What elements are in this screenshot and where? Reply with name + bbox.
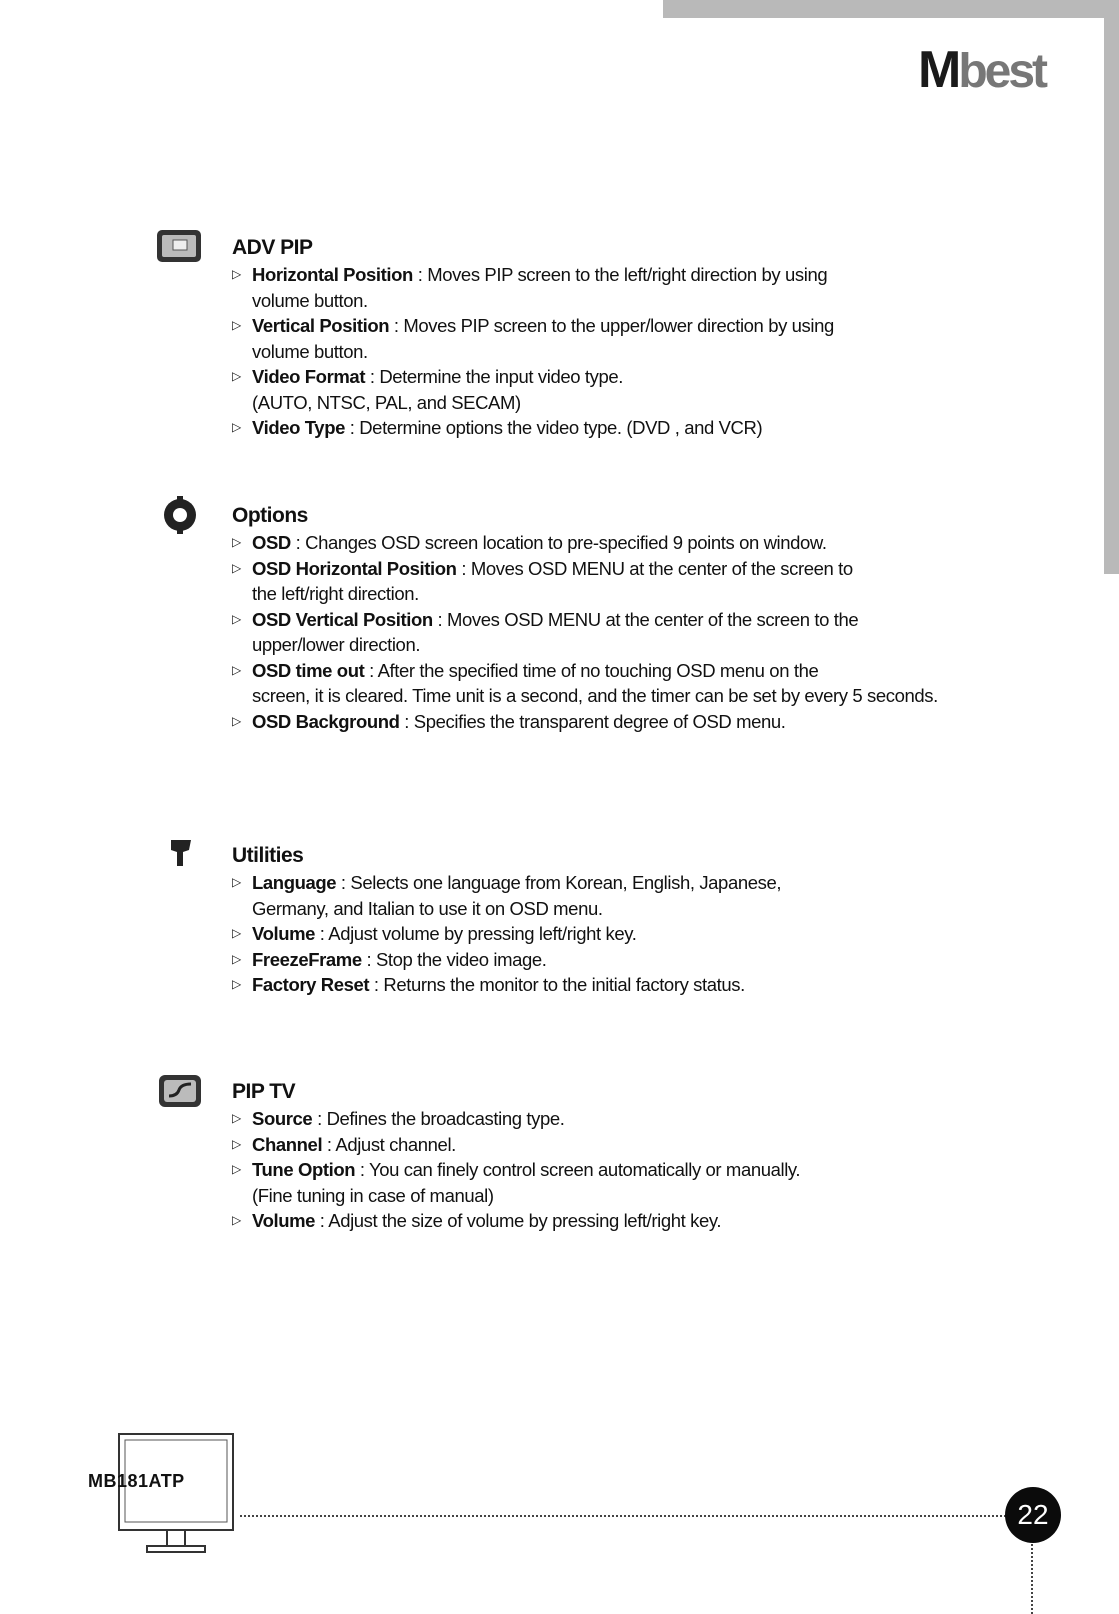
top-decor-bar (663, 0, 1119, 18)
list-item: ▷ Horizontal Position : Moves PIP screen to the left/right direction by using volume button. (232, 264, 828, 311)
list-item: ▷ FreezeFrame : Stop the video image. (232, 947, 952, 973)
list-item: ▷ Tune Option : You can finely control screen automatically or manually. (Fine tuning in case of manual) (232, 1159, 801, 1206)
list-item: ▷ OSD Horizontal Position : Moves OSD MENU at the center of the screen to the left/right direction. (232, 557, 853, 604)
triangle-bullet-icon: ▷ (232, 1162, 241, 1176)
triangle-bullet-icon: ▷ (232, 951, 241, 966)
brand-logo: Mbest (918, 41, 1046, 99)
section-title: Options (232, 504, 308, 527)
monitor-illustration-icon (117, 1432, 237, 1562)
list-item: ▷ Video Type : Determine options the video type. (DVD , and VCR) (232, 415, 952, 441)
model-label: MB181ATP (88, 1471, 185, 1491)
list-item: ▷ OSD : Changes OSD screen location to pre-specified 9 points on window. (232, 530, 952, 556)
triangle-bullet-icon: ▷ (232, 662, 241, 677)
triangle-bullet-icon: ▷ (232, 611, 241, 626)
triangle-bullet-icon: ▷ (232, 560, 241, 575)
section-title: PIP TV (232, 1080, 296, 1103)
list-item: ▷ OSD Vertical Position : Moves OSD MENU at the center of the screen to the upper/lower direction. (232, 608, 859, 655)
triangle-bullet-icon: ▷ (232, 267, 241, 281)
triangle-bullet-icon: ▷ (232, 977, 241, 991)
list-item: ▷ Factory Reset : Returns the monitor to the initial factory status. (232, 972, 952, 998)
triangle-bullet-icon: ▷ (232, 420, 241, 434)
options-icon (155, 496, 205, 534)
footer-dotted-line (240, 1515, 1010, 1517)
triangle-bullet-icon: ▷ (232, 535, 241, 549)
triangle-bullet-icon: ▷ (232, 1111, 241, 1125)
list-item: ▷ OSD time out : After the specified time of no touching OSD menu on the screen, it is cleared. Time unit is a second, and the timer can be set by every 5 seconds. (232, 659, 938, 706)
pip-screen-icon (155, 228, 205, 266)
triangle-bullet-icon: ▷ (232, 1213, 241, 1227)
section-title: ADV PIP (232, 236, 313, 259)
utilities-icon (155, 836, 205, 874)
triangle-bullet-icon: ▷ (232, 875, 241, 889)
page-number-badge: 22 (1005, 1487, 1061, 1543)
pip-tv-icon (155, 1072, 205, 1110)
list-item: ▷ Vertical Position : Moves PIP screen to the upper/lower direction by using volume button. (232, 315, 834, 362)
list-item: ▷ Source : Defines the broadcasting type. (232, 1106, 952, 1132)
triangle-bullet-icon: ▷ (232, 713, 241, 728)
list-item: ▷ Video Format : Determine the input video type. (AUTO, NTSC, PAL, and SECAM) (232, 366, 623, 413)
list-item: ▷ Volume : Adjust the size of volume by pressing left/right key. (232, 1208, 952, 1234)
section-title: Utilities (232, 844, 304, 867)
list-item: ▷ Language : Selects one language from Korean, English, Japanese, Germany, and Italian to use it on OSD menu. (232, 872, 782, 919)
list-item: ▷ Volume : Adjust volume by pressing left/right key. (232, 921, 952, 947)
list-item: ▷ Channel : Adjust channel. (232, 1132, 952, 1158)
list-item: ▷ OSD Background : Specifies the transparent degree of OSD menu. (232, 709, 952, 735)
triangle-bullet-icon: ▷ (232, 318, 241, 332)
triangle-bullet-icon: ▷ (232, 369, 241, 383)
triangle-bullet-icon: ▷ (232, 1136, 241, 1151)
right-decor-bar (1104, 18, 1119, 574)
triangle-bullet-icon: ▷ (232, 926, 241, 940)
footer-dotted-line-vertical (1031, 1535, 1033, 1614)
